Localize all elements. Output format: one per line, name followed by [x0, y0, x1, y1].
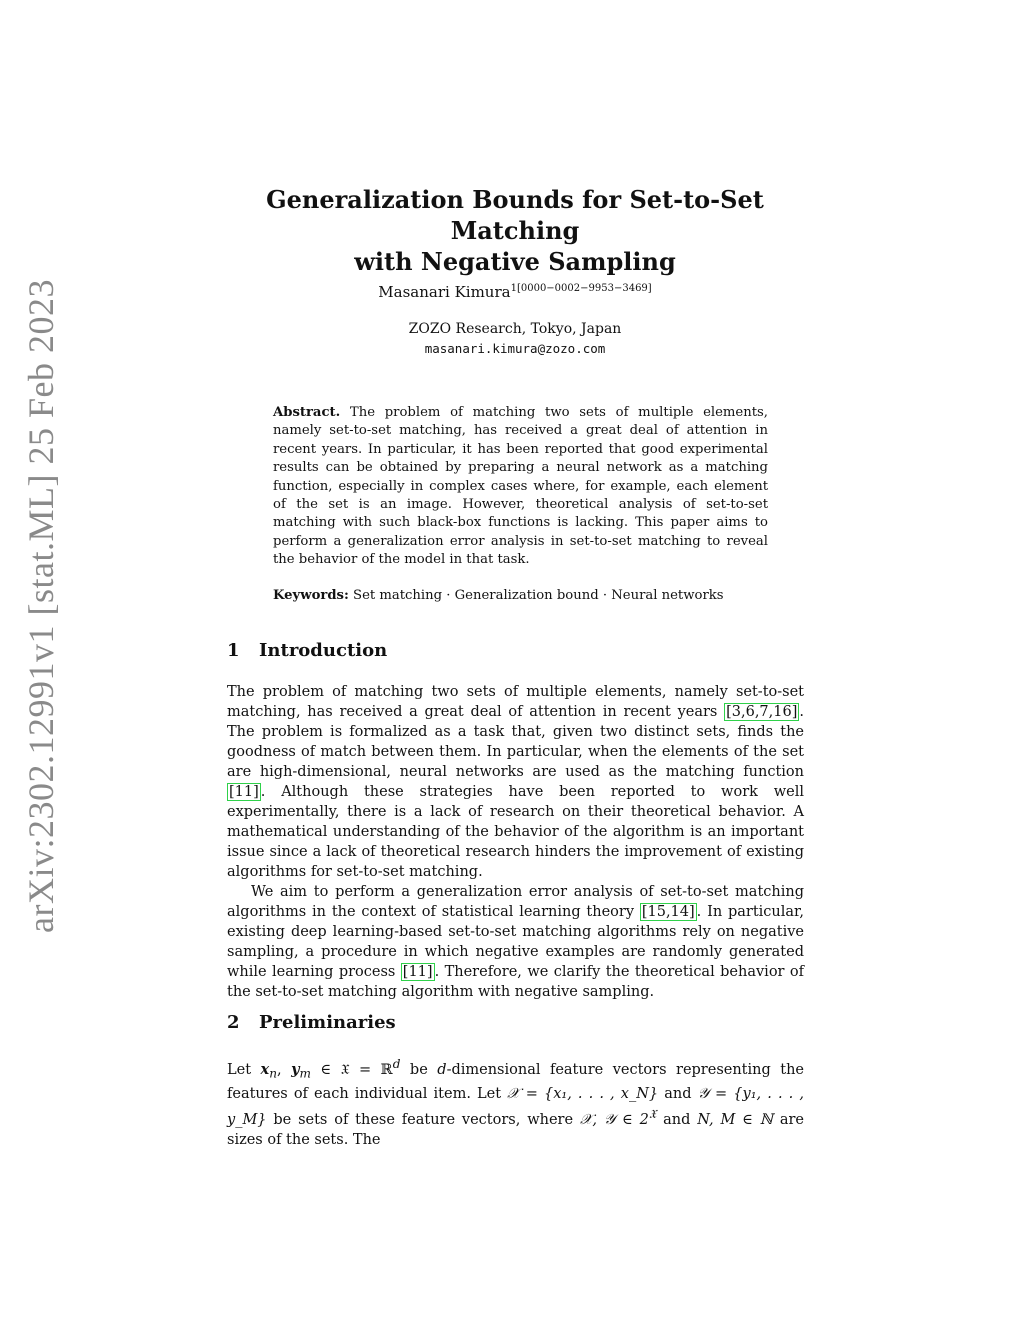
- text-run: and: [656, 1111, 698, 1128]
- math-symbol: d: [437, 1061, 447, 1078]
- citation-link[interactable]: [15,14]: [641, 904, 695, 920]
- section-heading-introduction: [227, 640, 387, 661]
- title-line-1: Generalization Bounds for Set-to-Set Matching: [266, 185, 764, 245]
- prelim-paragraph: [227, 1054, 804, 1150]
- text-run: be: [400, 1061, 438, 1078]
- introduction-body: [227, 682, 804, 1002]
- math-expression: N, M ∈ ℕ: [697, 1111, 773, 1128]
- intro-paragraph-2: [227, 882, 804, 1002]
- citation-link[interactable]: [3,6,7,16]: [726, 704, 798, 720]
- citation-link[interactable]: [11]: [402, 964, 433, 980]
- text-run: We aim to perform a generalization error analysis of set-to-set matching algorithms in the context of statistical learning theory: [227, 884, 804, 920]
- text-run: ∈ 𝔛 = ℝ: [310, 1061, 393, 1078]
- abstract: [273, 404, 768, 570]
- section-title: Preliminaries: [259, 1012, 396, 1033]
- text-run: . Therefore, we clarify the theoretical behavior of the set-to-set matching algorithm with negative sampling.: [227, 964, 804, 1000]
- author-name: Masanari Kimura: [378, 283, 511, 301]
- text-run: . The problem is formalized as a task that, given two distinct sets, finds the goodness of match between them. In particular, when the elements of the set are high-dimensional, neural networks are used as the matching function: [227, 704, 804, 780]
- abstract-text: The problem of matching two sets of multiple elements, namely set-to-set matching, has received a great deal of attention in recent years. In particular, it has been reported that good experimental results can be obtained by preparing a neural network as a matching function, especially in complex cases where, for example, each element of the set is an image. However, theoretical analysis of set-to-set matching with such black-box functions is lacking. This paper aims to perform a generalization error analysis in set-to-set matching to reveal the behavior of the model in that task.: [273, 405, 768, 568]
- section-title: Introduction: [259, 640, 388, 661]
- section-number: 1: [227, 640, 240, 661]
- keywords: [273, 588, 768, 603]
- text-run: and: [658, 1085, 698, 1102]
- intro-paragraph-1: [227, 682, 804, 882]
- math-expression: 𝒳, 𝒴 ∈ 2: [579, 1111, 649, 1128]
- abstract-label: Abstract.: [273, 405, 341, 420]
- text-run: are sizes of the sets. The: [227, 1111, 805, 1148]
- math-superscript: 𝔛: [648, 1106, 657, 1121]
- math-expression: 𝒴 = {y₁, . . . , y_M}: [227, 1085, 804, 1128]
- text-run: . In particular, existing deep learning-based set-to-set matching algorithms rely on negative sampling, a procedure in which negative examples are randomly generated while learning process: [227, 904, 804, 980]
- arxiv-identifier[interactable]: arXiv:2302.12991v1 [stat.ML] 25 Feb 2023: [21, 279, 61, 933]
- author-line: [200, 283, 830, 301]
- math-subscript: m: [299, 1066, 311, 1081]
- title-line-2: with Negative Sampling: [354, 247, 676, 276]
- keywords-label: Keywords:: [273, 588, 349, 603]
- author-email[interactable]: masanari.kimura@zozo.com: [424, 341, 606, 356]
- section-heading-preliminaries: [227, 1012, 396, 1033]
- math-subscript: n: [269, 1066, 277, 1081]
- math-symbol: x: [260, 1060, 270, 1078]
- text-run: -dimensional feature vectors representing the features of each individual item. Let: [227, 1061, 804, 1102]
- math-symbol: y: [291, 1060, 300, 1078]
- citation-link[interactable]: [11]: [229, 784, 259, 800]
- paper-title: [200, 184, 830, 277]
- text-run: ,: [276, 1061, 292, 1078]
- math-superscript: d: [392, 1057, 401, 1071]
- affiliation-block: [200, 319, 830, 359]
- arxiv-side-stamp: [0, 0, 60, 1325]
- preliminaries-body: [227, 1054, 804, 1150]
- keywords-text: Set matching · Generalization bound · Neural networks: [353, 588, 724, 603]
- math-expression: 𝒳 = {x₁, . . . , x_N}: [507, 1085, 659, 1102]
- text-run: Let: [227, 1061, 261, 1078]
- text-run: . Although these strategies have been reported to work well experimentally, there is a lack of research on their theoretical behavior. A mathematical understanding of the behavior of the algorithm is an important issue since a lack of theoretical research hinders the improvement of existing algorithms for set-to-set matching.: [227, 784, 804, 880]
- affiliation: ZOZO Research, Tokyo, Japan: [408, 321, 622, 337]
- author-orcid: 1[0000−0002−9953−3469]: [510, 283, 652, 294]
- section-number: 2: [227, 1012, 240, 1033]
- text-run: The problem of matching two sets of multiple elements, namely set-to-set matching, has received a great deal of attention in recent years: [227, 684, 804, 720]
- text-run: be sets of these feature vectors, where: [266, 1111, 580, 1128]
